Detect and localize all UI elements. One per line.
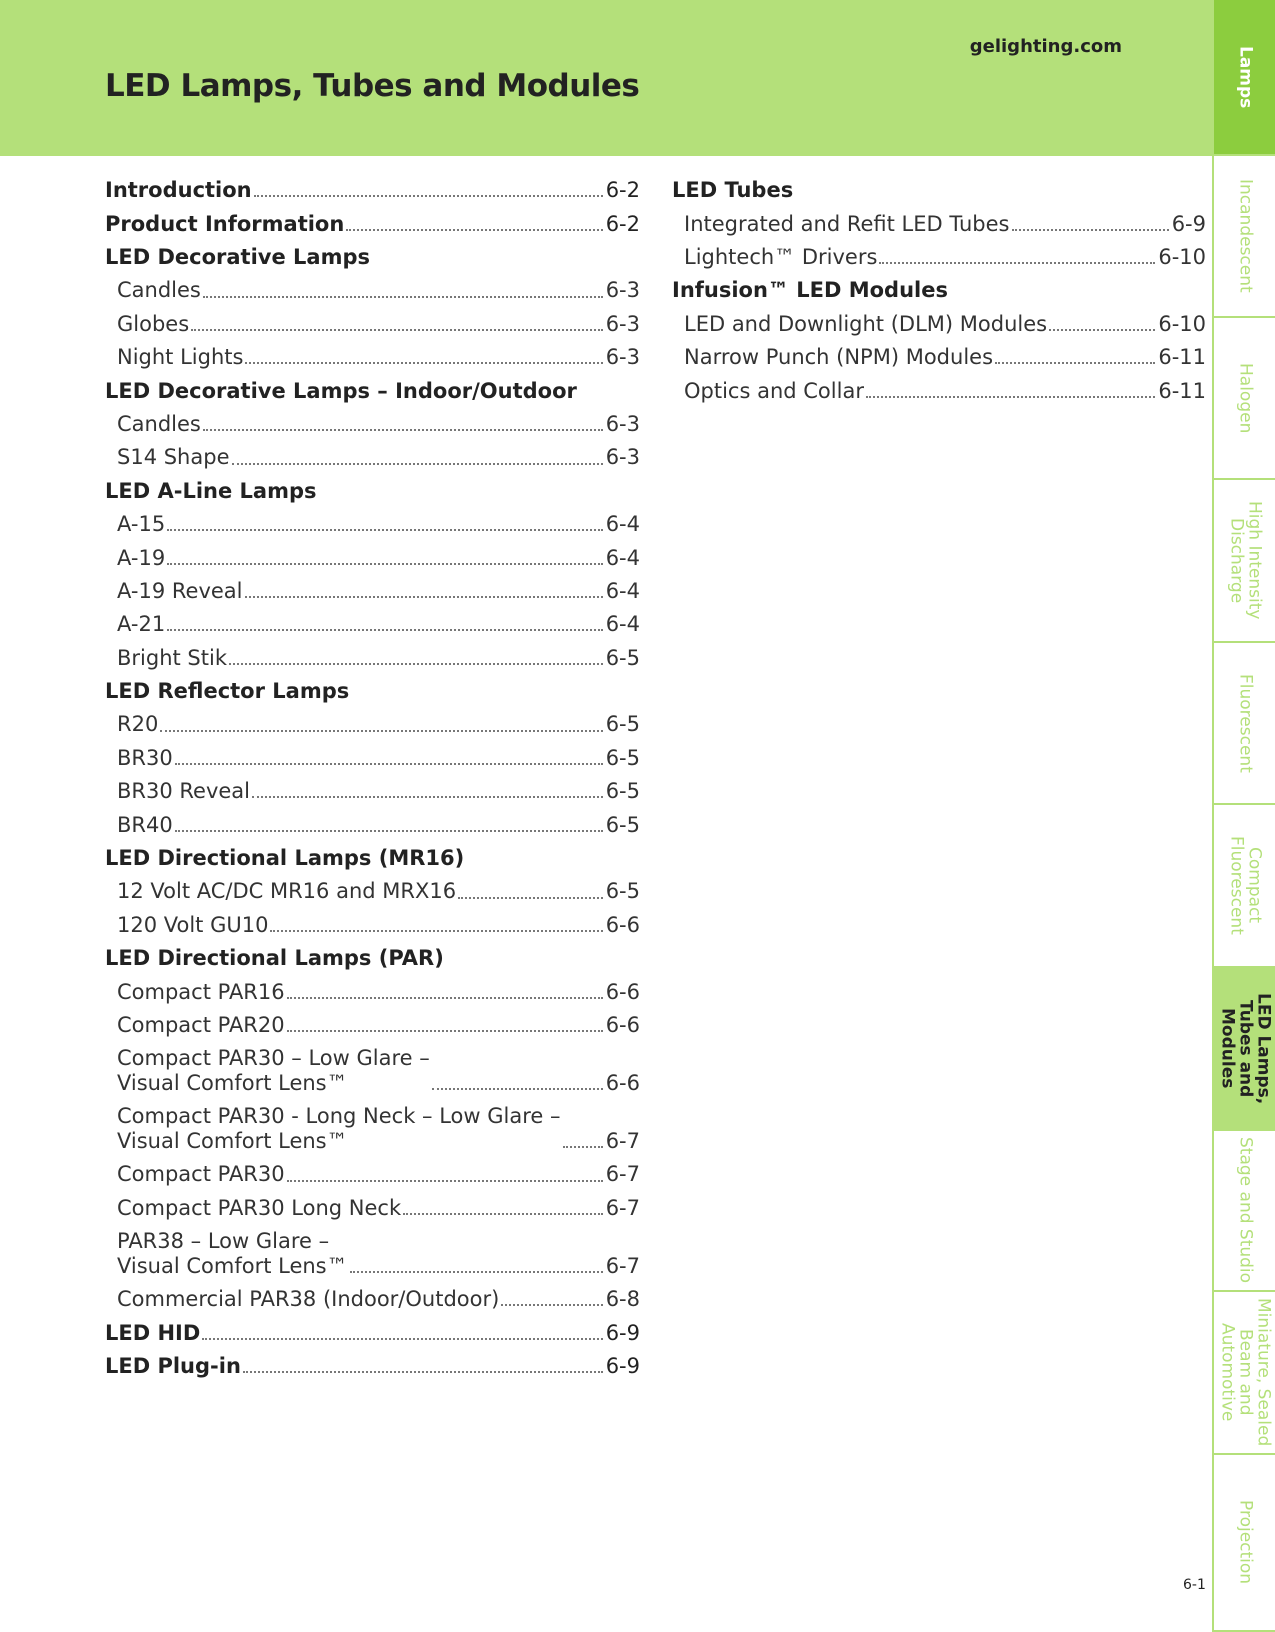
dot-leader <box>995 362 1155 364</box>
toc-section-heading[interactable] <box>105 1312 640 1345</box>
toc-label: PAR38 – Low Glare – Visual Comfort Lens™ <box>117 1228 348 1278</box>
dot-leader <box>866 396 1155 398</box>
toc-label: Compact PAR16 <box>117 979 285 1004</box>
dot-leader <box>563 1146 603 1148</box>
toc-label: Lightech™ Drivers <box>684 244 878 269</box>
toc-page-number: 6-7 <box>605 1162 640 1187</box>
dot-leader <box>167 563 602 565</box>
toc-entry[interactable] <box>105 437 640 470</box>
dot-leader <box>350 1271 603 1273</box>
toc-page-number: 6-2 <box>605 178 640 203</box>
toc-label: LED HID <box>105 1320 201 1345</box>
dot-leader <box>287 1180 603 1182</box>
section-tab-strip <box>1212 0 1275 1632</box>
toc-label: BR30 Reveal <box>117 779 251 804</box>
toc-section-heading <box>672 270 1206 303</box>
section-tab[interactable] <box>1214 643 1275 805</box>
toc-page-number: 6-4 <box>605 578 640 603</box>
toc-left-column <box>105 170 640 1379</box>
toc-page-number: 6-5 <box>605 779 640 804</box>
toc-label: LED Directional Lamps (PAR) <box>105 946 444 971</box>
dot-leader <box>403 1213 603 1215</box>
toc-entry[interactable] <box>105 704 640 737</box>
dot-leader <box>346 229 602 231</box>
toc-page-number: 6-3 <box>605 278 640 303</box>
toc-label: A-19 Reveal <box>117 578 243 603</box>
dot-leader <box>203 429 603 431</box>
toc-label: Narrow Punch (NPM) Modules <box>684 345 994 370</box>
toc-label: LED Reflector Lamps <box>105 679 350 704</box>
toc-page-number: 6-6 <box>605 912 640 937</box>
toc-entry[interactable] <box>105 404 640 437</box>
dot-leader <box>203 296 603 298</box>
toc-page-number: 6-6 <box>605 1012 640 1037</box>
toc-page-number: 6-5 <box>605 879 640 904</box>
section-tab[interactable] <box>1214 1455 1275 1632</box>
toc-page-number: 6-7 <box>605 1128 640 1153</box>
toc-page-number: 6-11 <box>1158 378 1206 403</box>
toc-entry[interactable] <box>105 1038 640 1096</box>
section-tab-label: High Intensity Discharge <box>1226 501 1265 620</box>
toc-page-number: 6-9 <box>605 1353 640 1378</box>
dot-leader <box>270 930 602 932</box>
toc-label: Introduction <box>105 178 252 203</box>
toc-label: Product Information <box>105 211 345 236</box>
toc-page-number: 6-5 <box>605 812 640 837</box>
toc-entry[interactable] <box>105 771 640 804</box>
dot-leader <box>501 1304 602 1306</box>
toc-label: Infusion™ LED Modules <box>672 278 948 303</box>
toc-page-number: 6-5 <box>605 745 640 770</box>
toc-label: LED A-Line Lamps <box>105 478 317 503</box>
dot-leader <box>287 1030 603 1032</box>
toc-entry[interactable] <box>105 571 640 604</box>
dot-leader <box>879 262 1155 264</box>
toc-section-heading[interactable] <box>105 203 640 236</box>
toc-section-heading <box>105 370 640 403</box>
toc-label: Bright Stik <box>117 645 227 670</box>
toc-entry[interactable] <box>672 237 1206 270</box>
toc-label: Compact PAR30 - Long Neck – Low Glare – Visual Comfort Lens™ <box>117 1103 561 1153</box>
toc-entry[interactable] <box>105 1005 640 1038</box>
dot-leader <box>432 1088 603 1090</box>
page-title: LED Lamps, Tubes and Modules <box>105 68 640 104</box>
page-header <box>0 0 1212 156</box>
toc-entry[interactable] <box>672 337 1206 370</box>
site-url: gelighting.com <box>969 36 1122 57</box>
toc-label: A-15 <box>117 512 166 537</box>
toc-page-number: 6-7 <box>605 1253 640 1278</box>
toc-entry[interactable] <box>105 905 640 938</box>
toc-page-number: 6-5 <box>605 645 640 670</box>
toc-entry[interactable] <box>105 1154 640 1187</box>
toc-section-heading <box>105 237 640 270</box>
toc-entry[interactable] <box>105 270 640 303</box>
toc-label: A-21 <box>117 612 166 637</box>
toc-page-number: 6-9 <box>605 1320 640 1345</box>
dot-leader <box>254 195 603 197</box>
dot-leader <box>175 763 603 765</box>
dot-leader <box>160 730 602 732</box>
toc-entry[interactable] <box>105 504 640 537</box>
toc-page-number: 6-9 <box>1171 211 1206 236</box>
toc-label: Night Lights <box>117 345 244 370</box>
toc-page-number: 6-11 <box>1158 345 1206 370</box>
dot-leader <box>245 362 602 364</box>
toc-label: 120 Volt GU10 <box>117 912 269 937</box>
toc-page-number: 6-3 <box>605 345 640 370</box>
toc-entry[interactable] <box>105 1279 640 1312</box>
toc-label: Optics and Collar <box>684 378 864 403</box>
toc-page-number: 6-4 <box>605 545 640 570</box>
section-tab[interactable] <box>1214 805 1275 968</box>
toc-entry[interactable] <box>672 304 1206 337</box>
toc-entry[interactable] <box>105 304 640 337</box>
dot-leader <box>1049 329 1155 331</box>
section-tab[interactable] <box>1214 480 1275 643</box>
toc-entry[interactable] <box>105 871 640 904</box>
toc-page-number: 6-3 <box>605 311 640 336</box>
toc-label: R20 <box>117 712 159 737</box>
dot-leader <box>167 529 602 531</box>
section-tab[interactable] <box>1214 156 1275 318</box>
toc-label: Compact PAR30 Long Neck <box>117 1195 402 1220</box>
toc-label: Globes <box>117 311 190 336</box>
toc-page-number: 6-6 <box>605 979 640 1004</box>
toc-label: LED Decorative Lamps <box>105 244 370 269</box>
toc-page-number: 6-6 <box>605 1070 640 1095</box>
toc-section-heading <box>672 170 1206 203</box>
toc-page-number: 6-4 <box>605 612 640 637</box>
toc-label: BR30 <box>117 745 173 770</box>
dot-leader <box>167 629 602 631</box>
toc-label: Candles <box>117 411 201 436</box>
section-tab-label: Stage and Studio <box>1235 1137 1256 1284</box>
toc-entry[interactable] <box>105 637 640 670</box>
toc-entry[interactable] <box>672 203 1206 236</box>
section-tab-label: Halogen <box>1235 362 1256 434</box>
toc-label: LED Directional Lamps (MR16) <box>105 846 465 871</box>
toc-label: A-19 <box>117 545 166 570</box>
dot-leader <box>287 997 603 999</box>
toc-section-heading[interactable] <box>105 170 640 203</box>
toc-label: Integrated and Refit LED Tubes <box>684 211 1010 236</box>
section-tab[interactable] <box>1214 968 1275 1131</box>
toc-label: S14 Shape <box>117 445 230 470</box>
section-tab-label: Miniature, Sealed Beam and Automotive <box>1217 1298 1274 1447</box>
dot-leader <box>1012 229 1169 231</box>
toc-entry[interactable] <box>105 604 640 637</box>
toc-label: LED Decorative Lamps – Indoor/Outdoor <box>105 378 577 403</box>
toc-page-number: 6-2 <box>605 211 640 236</box>
section-tab-label: Lamps <box>1235 45 1256 109</box>
toc-section-heading[interactable] <box>105 1346 640 1379</box>
section-tab[interactable] <box>1214 1131 1275 1292</box>
dot-leader <box>245 596 603 598</box>
toc-entry[interactable] <box>105 1221 640 1279</box>
section-tab-label: Projection <box>1235 1500 1256 1585</box>
toc-label: 12 Volt AC/DC MR16 and MRX16 <box>117 879 457 904</box>
toc-entry[interactable] <box>105 804 640 837</box>
toc-label: BR40 <box>117 812 173 837</box>
toc-label: LED Tubes <box>672 178 794 203</box>
section-tab-label: LED Lamps, Tubes and Modules <box>1217 992 1274 1105</box>
section-tab[interactable] <box>1214 0 1275 156</box>
toc-entry[interactable] <box>105 337 640 370</box>
dot-leader <box>243 1371 603 1373</box>
toc-label: Compact PAR30 – Low Glare – Visual Comfort Lens™ <box>117 1045 430 1095</box>
dot-leader <box>252 796 603 798</box>
toc-label: Commercial PAR38 (Indoor/Outdoor) <box>117 1287 500 1312</box>
toc-label: Compact PAR20 <box>117 1012 285 1037</box>
toc-label: LED Plug-in <box>105 1353 241 1378</box>
toc-entry[interactable] <box>105 537 640 570</box>
toc-entry[interactable] <box>105 1096 640 1154</box>
page-number: 6-1 <box>1183 1577 1206 1593</box>
toc-entry[interactable] <box>105 1188 640 1221</box>
toc-label: Candles <box>117 278 201 303</box>
toc-entry[interactable] <box>105 971 640 1004</box>
toc-label: Compact PAR30 <box>117 1162 285 1187</box>
toc-page-number: 6-8 <box>605 1287 640 1312</box>
toc-entry[interactable] <box>672 370 1206 403</box>
toc-section-heading <box>105 838 640 871</box>
toc-page-number: 6-10 <box>1158 244 1206 269</box>
section-tab[interactable] <box>1214 1292 1275 1455</box>
toc-section-heading <box>105 938 640 971</box>
toc-section-heading <box>105 471 640 504</box>
toc-page-number: 6-4 <box>605 512 640 537</box>
dot-leader <box>191 329 603 331</box>
toc-page-number: 6-5 <box>605 712 640 737</box>
toc-page-number: 6-10 <box>1158 311 1206 336</box>
dot-leader <box>175 830 603 832</box>
dot-leader <box>232 463 603 465</box>
toc-page-number: 6-3 <box>605 445 640 470</box>
section-tab-label: Incandescent <box>1235 179 1256 293</box>
toc-right-column <box>672 170 1206 404</box>
toc-label: LED and Downlight (DLM) Modules <box>684 311 1048 336</box>
dot-leader <box>229 663 603 665</box>
section-tab-label: Fluorescent <box>1235 673 1256 773</box>
toc-page-number: 6-7 <box>605 1195 640 1220</box>
toc-section-heading <box>105 671 640 704</box>
section-tab-label: Compact Fluorescent <box>1226 836 1265 935</box>
dot-leader <box>458 897 603 899</box>
toc-entry[interactable] <box>105 738 640 771</box>
dot-leader <box>202 1338 602 1340</box>
toc-page-number: 6-3 <box>605 411 640 436</box>
section-tab[interactable] <box>1214 318 1275 480</box>
